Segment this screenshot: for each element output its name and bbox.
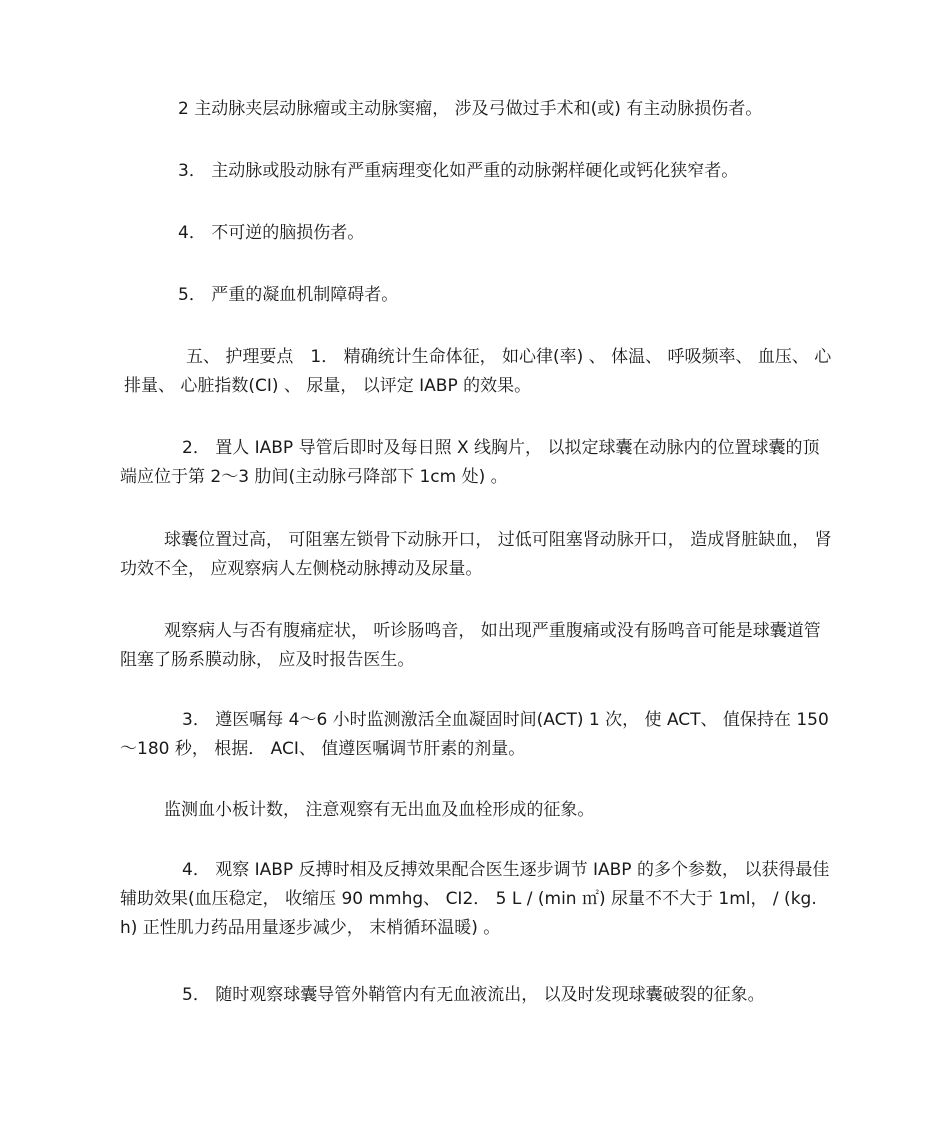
paragraph-balloon-position: 球囊位置过高， 可阻塞左锁骨下动脉开口， 过低可阻塞肾动脉开口， 造成肾脏缺血， 肾功效不全， 应观察病人左侧桡动脉搏动及尿量。 <box>120 530 832 579</box>
paragraph-contraindication-4: 4． 不可逆的脑损伤者。 <box>178 223 365 243</box>
paragraph-nursing-points-4: 4． 观察 IABP 反搏时相及反搏效果配合医生逐步调节 IABP 的多个参数， 以获得最佳辅助效果(血压稳定， 收缩压 90 mmhg、 CI2． 5 L / (min ㎡) 尿量不不大于 1ml， / (kg. h) 正性肌力药品用量逐步减少， 末梢循环温暖) 。 <box>120 860 830 938</box>
paragraph-nursing-points-3: 3． 遵医嘱每 4～6 小时监测激活全血凝固时间(ACT) 1 次， 使 ACT、 值保持在 150～180 秒， 根据． ACI、 值遵医嘱调节肝素的剂量。 <box>120 710 829 759</box>
paragraph-nursing-points-2: 2． 置人 IABP 导管后即时及每日照 X 线胸片， 以拟定球囊在动脉内的位置球囊的顶端应位于第 2～3 肋间(主动脉弓降部下 1cm 处) 。 <box>120 438 820 487</box>
paragraph-nursing-points-1: 五、 护理要点 1． 精确统计生命体征， 如心律(率) 、 体温、 呼吸频率、 血压、 心排量、 心脏指数(CI) 、 尿量， 以评定 IABP 的效果。 <box>124 347 832 396</box>
paragraph-contraindication-5: 5． 严重的凝血机制障碍者。 <box>178 285 399 305</box>
paragraph-nursing-points-5: 5． 随时观察球囊导管外鞘管内有无血液流出， 以及时发现球囊破裂的征象。 <box>182 985 765 1005</box>
paragraph-contraindication-3: 3． 主动脉或股动脉有严重病理变化如严重的动脉粥样硬化或钙化狭窄者。 <box>178 161 739 181</box>
paragraph-platelet-monitoring: 监测血小板计数， 注意观察有无出血及血栓形成的征象。 <box>164 800 595 820</box>
paragraph-contraindication-2: 2 主动脉夹层动脉瘤或主动脉窦瘤， 涉及弓做过手术和(或) 有主动脉损伤者。 <box>178 99 763 119</box>
paragraph-abdominal-observation: 观察病人与否有腹痛症状， 听诊肠鸣音， 如出现严重腹痛或没有肠鸣音可能是球囊道管阻塞了肠系膜动脉， 应及时报告医生。 <box>120 621 821 670</box>
